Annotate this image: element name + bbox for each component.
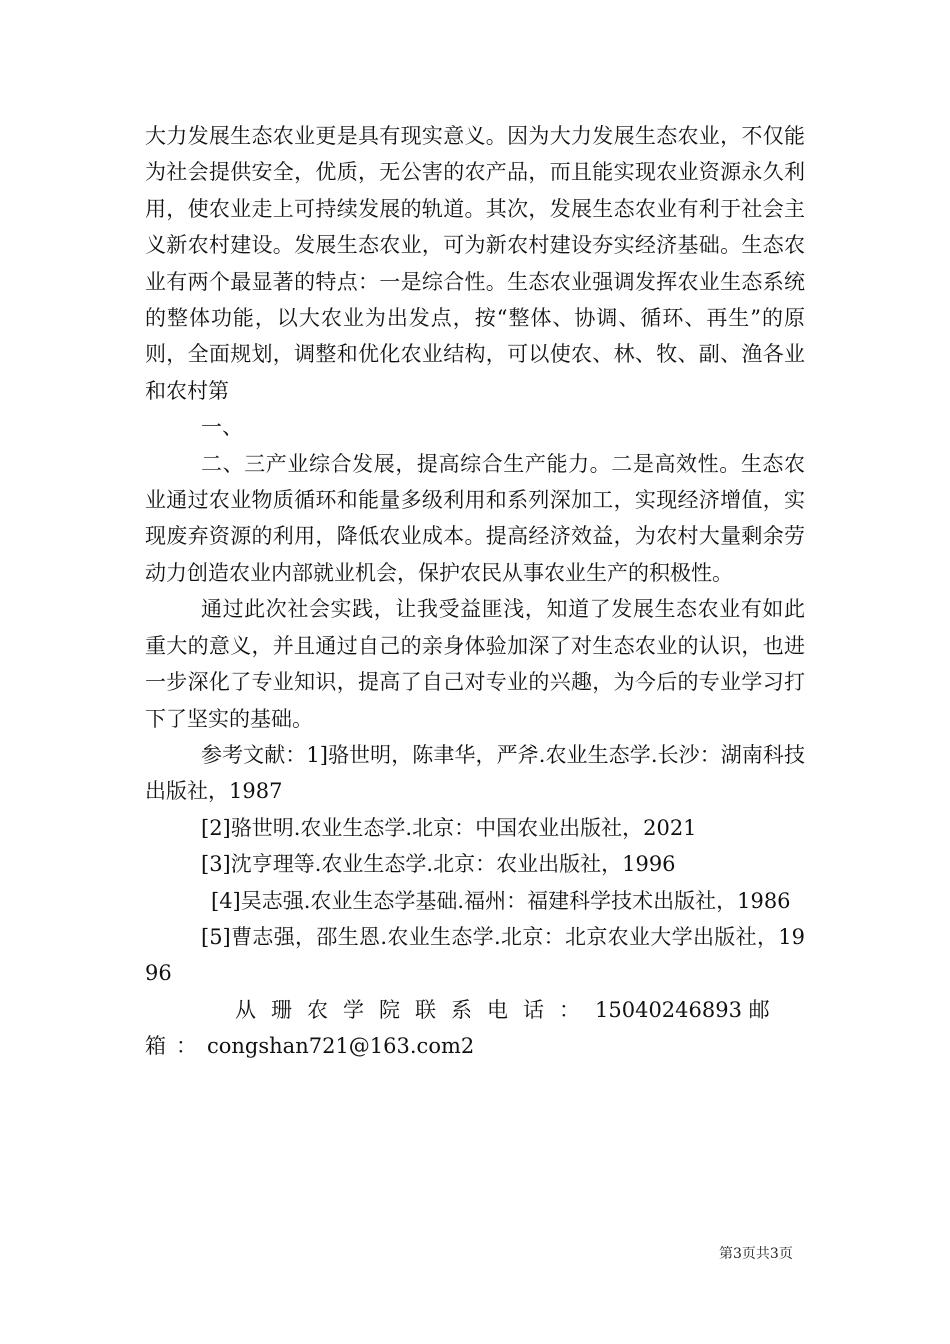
reference-2: [2]骆世明.农业生态学.北京：中国农业出版社，2021 — [201, 815, 697, 840]
paragraph-efficiency: 二、三产业综合发展，提高综合生产能力。二是高效性。生态农业通过农业物质循环和能量多级利用和系列深加工，实现经济增值，实现废弃资源的利用，降低农业成本。提高经济效益，为农村大量剩余劳动力创造农业内部就业机会，保护农民从事农业生产的积极性。 — [145, 451, 805, 585]
reference-3: [3]沈亨理等.农业生态学.北京：农业出版社，1996 — [201, 852, 676, 877]
page-number-footer: 第3页共3页 — [719, 1246, 793, 1262]
paragraph-ecological-agriculture-significance: 大力发展生态农业更是具有现实意义。因为大力发展生态农业，不仅能为社会提供安全，优质，无公害的农产品，而且能实现农业资源永久利用，使农业走上可持续发展的轨道。其次，发展生态农业有利于社会主义新农村建设。发展生态农业，可为新农村建设夯实经济基础。生态农业有两个最显著的特点：一是综合性。生态农业强调发挥农业生态系统的整体功能，以大农业为出发点，按“整体、协调、循环、再生”的原则，全面规划，调整和优化农业结构，可以使农、林、牧、副、渔各业和农村第 — [145, 124, 805, 403]
contact-info — [145, 992, 805, 1065]
document-body — [145, 118, 805, 1065]
contact-phone: 15040246893 — [595, 997, 742, 1022]
paragraph-conclusion: 通过此次社会实践，让我受益匪浅，知道了发展生态农业有如此重大的意义，并且通过自己的亲身体验加深了对生态农业的认识，也进一步深化了专业知识，提高了自己对专业的兴趣，为今后的专业学习打下了坚实的基础。 — [145, 597, 805, 731]
reference-1: 参考文献：1]骆世明，陈聿华，严斧.农业生态学.长沙：湖南科技出版社，1987 — [145, 742, 805, 804]
paragraph-fragment: 一、 — [201, 415, 243, 440]
contact-mail-label: 邮箱： — [145, 997, 780, 1059]
reference-5: [5]曹志强，邵生恩.农业生态学.北京：北京农业大学出版社，1996 — [145, 924, 805, 986]
contact-label: 从珊农学院联系电话： — [235, 997, 595, 1022]
contact-email: congshan721@163.com2 — [207, 1034, 475, 1059]
reference-4: [4]吴志强.农业生态学基础.福州：福建科学技术出版社，1986 — [211, 888, 791, 913]
